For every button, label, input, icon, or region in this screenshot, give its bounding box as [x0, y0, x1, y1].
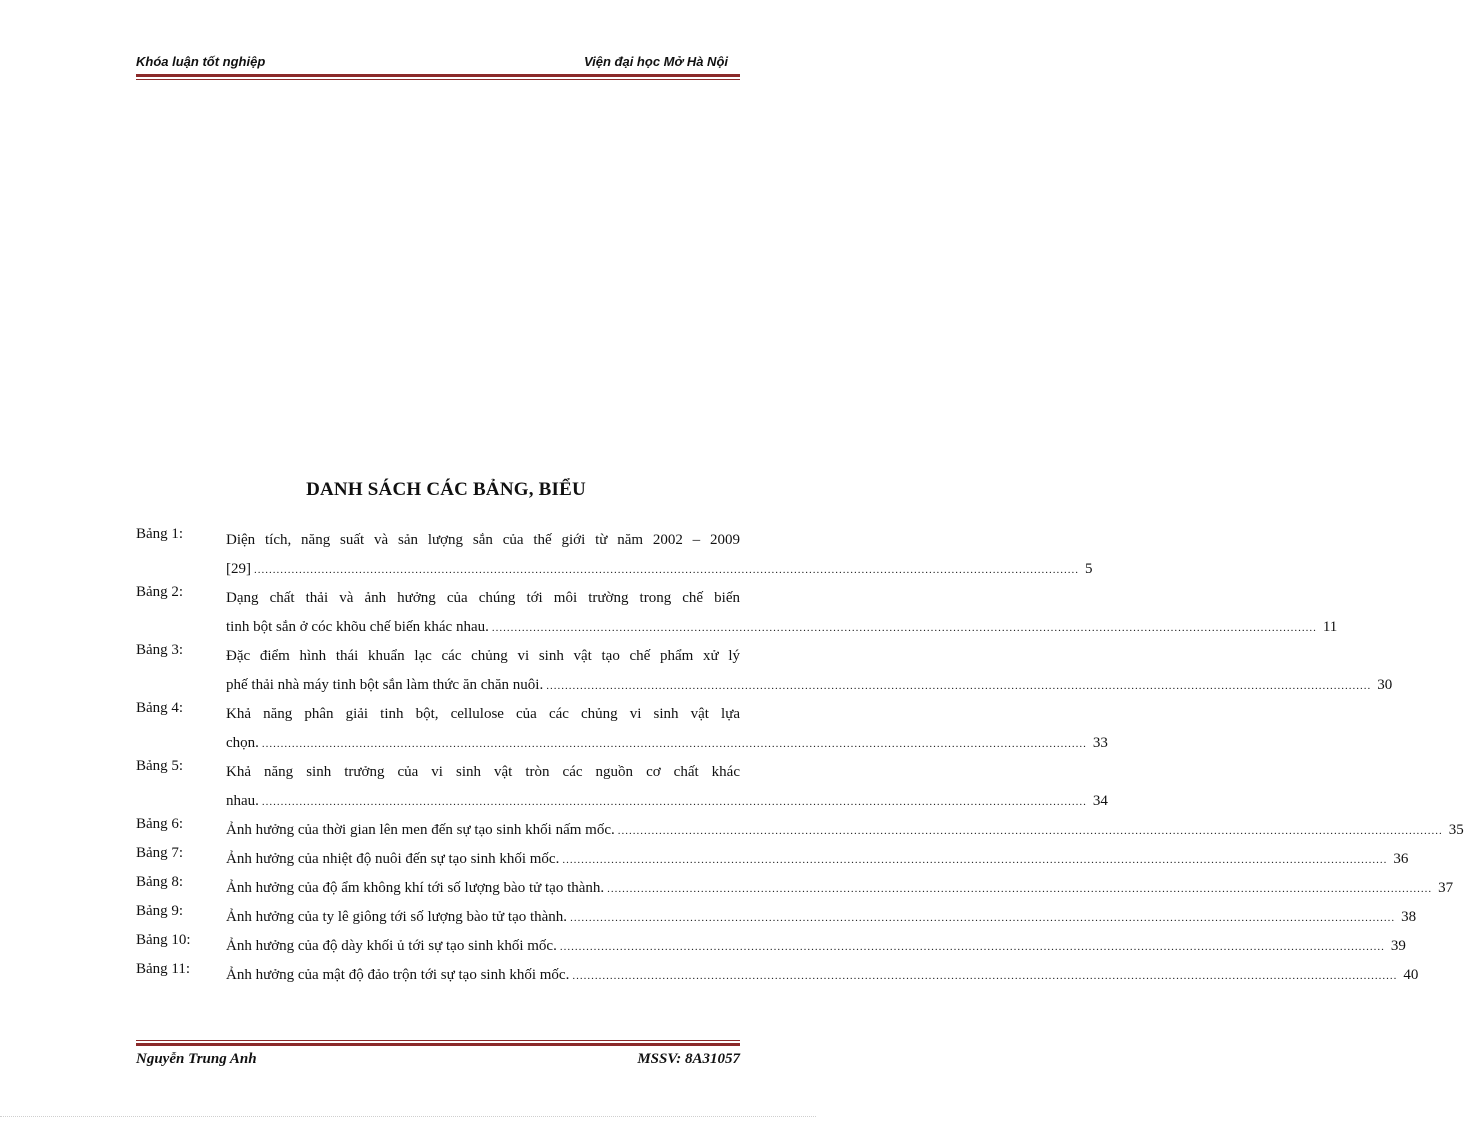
- entry-page-number: 11: [1322, 619, 1338, 635]
- entry-title: tinh bột sắn ở cóc khõu chế biến khác nhau.: [226, 619, 489, 635]
- entry-page-number: 37: [1438, 880, 1454, 896]
- entry-label: Bảng 7:: [136, 845, 184, 861]
- toc-entry: [136, 816, 1464, 845]
- entry-title: Diện tích, năng suất và sản lượng sắn của thế giới từ năm 2002 – 2009: [226, 532, 740, 548]
- entry-page-number: 35: [1448, 822, 1464, 838]
- entry-page-number: 5: [1085, 561, 1093, 577]
- toc-entry: [136, 700, 1108, 758]
- toc-entry: [136, 932, 1406, 961]
- toc-entry: [136, 642, 1393, 700]
- toc-entry: [136, 961, 1419, 990]
- dot-leader: ............................................................................................................................................................................................................................: [572, 970, 1398, 982]
- table-list: [136, 526, 1464, 990]
- dot-leader: ............................................................................................................................................................................................................................: [546, 680, 1372, 692]
- entry-page-number: 36: [1393, 851, 1409, 867]
- entry-label: Bảng 9:: [136, 903, 184, 919]
- entry-label: Bảng 10:: [136, 932, 191, 948]
- dot-leader: ............................................................................................................................................................................................................................: [570, 912, 1396, 924]
- entry-label: Bảng 6:: [136, 816, 184, 832]
- footer-author: Nguyễn Trung Anh: [136, 1051, 257, 1067]
- header-rule-thick: [136, 74, 740, 77]
- entry-label: Bảng 1:: [136, 526, 184, 542]
- entry-title: [29]: [226, 561, 251, 577]
- entry-title: Ảnh hưởng của độ ẩm không khí tới số lượng bào tử tạo thành.: [226, 880, 605, 896]
- page-footer: [136, 1051, 740, 1071]
- footer-student-id: MSSV: 8A31057: [637, 1051, 740, 1067]
- entry-label: Bảng 4:: [136, 700, 184, 716]
- dot-leader: ............................................................................................................................................................................................................................: [254, 564, 1079, 576]
- dot-leader: ............................................................................................................................................................................................................................: [617, 825, 1443, 837]
- header-thesis-label: Khóa luận tốt nghiệp: [136, 54, 266, 69]
- toc-entry: [136, 874, 1454, 903]
- header-rule-thin: [136, 79, 740, 80]
- footer-rule-thin: [136, 1040, 740, 1041]
- entry-title: Dạng chất thải và ảnh hưởng của chúng tới môi trường trong chế biến: [226, 590, 740, 606]
- dot-leader: ............................................................................................................................................................................................................................: [261, 796, 1087, 808]
- dot-leader: ............................................................................................................................................................................................................................: [261, 738, 1087, 750]
- entry-title: nhau.: [226, 793, 259, 809]
- toc-entry: [136, 845, 1409, 874]
- footer-rule-thick: [136, 1043, 740, 1046]
- page-bottom-divider: [0, 1116, 816, 1117]
- header-institution: Viện đại học Mở Hà Nội: [583, 54, 728, 69]
- entry-page-number: 38: [1401, 909, 1417, 925]
- entry-page-number: 34: [1092, 793, 1108, 809]
- page-header: [136, 54, 740, 72]
- entry-label: Bảng 2:: [136, 584, 184, 600]
- entry-title: Khả năng sinh trưởng của vi sinh vật tròn các nguồn cơ chất khác: [226, 764, 740, 780]
- entry-title: Ảnh hưởng của ty lê giông tới số lượng bào tử tạo thành.: [226, 909, 568, 925]
- entry-label: Bảng 3:: [136, 642, 184, 658]
- entry-title: Ảnh hưởng của thời gian lên men đến sự tạo sinh khối nấm mốc.: [226, 822, 615, 838]
- entry-label: Bảng 5:: [136, 758, 184, 774]
- entry-title: Ảnh hưởng của độ dày khối ủ tới sự tạo sinh khối mốc.: [226, 938, 557, 954]
- toc-entry: [136, 903, 1417, 932]
- dot-leader: ............................................................................................................................................................................................................................: [491, 622, 1317, 634]
- dot-leader: ............................................................................................................................................................................................................................: [607, 883, 1433, 895]
- entry-page-number: 30: [1377, 677, 1393, 693]
- entry-label: Bảng 11:: [136, 961, 191, 977]
- entry-title: Ảnh hưởng của nhiệt độ nuôi đến sự tạo sinh khối mốc.: [226, 851, 560, 867]
- toc-entry: [136, 526, 1093, 584]
- entry-page-number: 33: [1092, 735, 1108, 751]
- entry-page-number: 40: [1403, 967, 1419, 983]
- entry-title: Khả năng phân giải tinh bột, cellulose của các chủng vi sinh vật lựa: [226, 706, 740, 722]
- toc-entry: [136, 584, 1338, 642]
- entry-label: Bảng 8:: [136, 874, 184, 890]
- dot-leader: ............................................................................................................................................................................................................................: [559, 941, 1385, 953]
- entry-title: Ảnh hưởng của mật độ đảo trộn tới sự tạo sinh khối mốc.: [226, 967, 570, 983]
- dot-leader: ............................................................................................................................................................................................................................: [562, 854, 1388, 866]
- entry-title: phế thải nhà máy tinh bột sắn làm thức ăn chăn nuôi.: [226, 677, 544, 693]
- entry-page-number: 39: [1390, 938, 1406, 954]
- toc-entry: [136, 758, 1108, 816]
- entry-title: Đặc điểm hình thái khuẩn lạc các chủng vi sinh vật tạo chế phẩm xử lý: [226, 648, 740, 664]
- entry-title: chọn.: [226, 735, 259, 751]
- page-title: DANH SÁCH CÁC BẢNG, BIỂU: [306, 479, 586, 500]
